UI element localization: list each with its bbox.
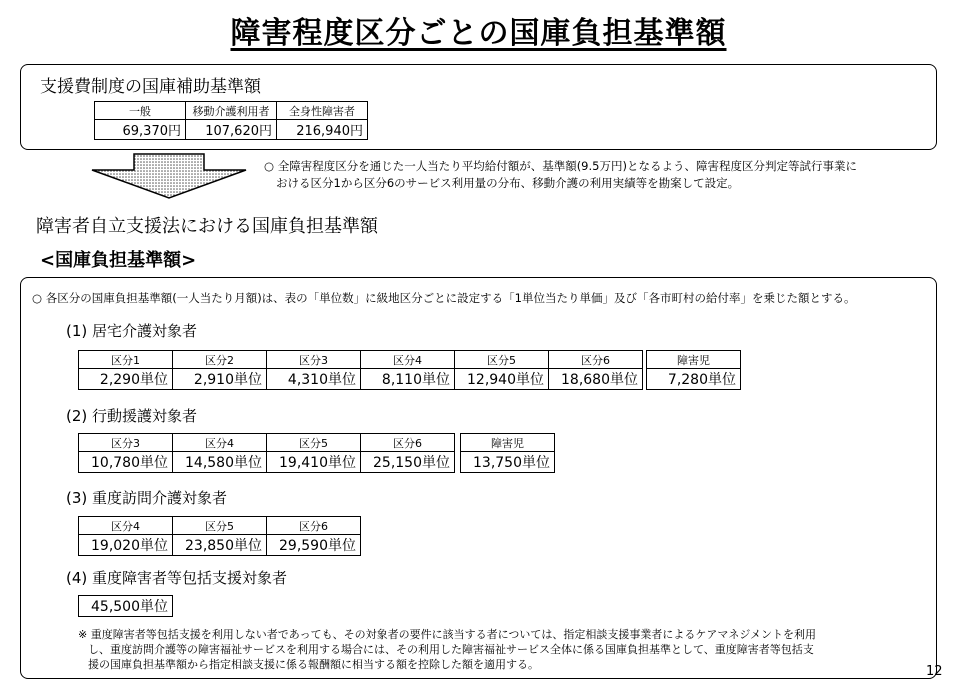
value-cell: 107,620円 <box>186 120 277 140</box>
table-header-row <box>79 351 643 369</box>
footnote-mark: ※ <box>78 628 88 641</box>
header-cell: 区分3 <box>267 351 361 369</box>
intro-line: 各区分の国庫負担基準額(一人当たり月額)は、表の「単位数」に級地区分ごとに設定する「1単位当たり単価」及び「各市町村の給付率」を乗じた額とする。 <box>45 291 856 305</box>
value-cell: 2,290単位 <box>79 369 173 390</box>
value-cell: 7,280単位 <box>647 369 741 390</box>
section-1-table <box>78 350 643 390</box>
page-number: 12 <box>926 664 943 679</box>
value-cell: 4,310単位 <box>267 369 361 390</box>
value-cell: 25,150単位 <box>361 452 455 473</box>
header-cell: 障害児 <box>461 434 555 452</box>
section-4-title: (4) 重度障害者等包括支援対象者 <box>66 569 288 587</box>
value-cell: 45,500単位 <box>79 596 173 617</box>
value-cell: 18,680単位 <box>549 369 643 390</box>
value-cell: 2,910単位 <box>173 369 267 390</box>
header-cell: 移動介護利用者 <box>186 102 277 120</box>
value-cell: 8,110単位 <box>361 369 455 390</box>
support-system-note <box>264 158 857 192</box>
note-line: おける区分1から区分6のサービス利用量の分布、移動介護の利用実績等を勘案して設定。 <box>276 176 740 190</box>
header-cell: 区分5 <box>173 517 267 535</box>
section-2-child-table <box>460 433 555 473</box>
header-cell: 区分3 <box>79 434 173 452</box>
table-header-row <box>79 517 361 535</box>
table-row <box>461 452 555 473</box>
table-header-row <box>95 102 368 120</box>
section-3-title: (3) 重度訪問介護対象者 <box>66 489 228 507</box>
header-cell: 区分4 <box>79 517 173 535</box>
subheading: <国庫負担基準額> <box>40 250 197 271</box>
header-cell: 区分6 <box>267 517 361 535</box>
footnote-line: 重度障害者等包括支援を利用しない者であっても、その対象者の要件に該当する者については、指定相談支援事業者によるケアマネジメントを利用 <box>90 628 817 641</box>
section-1-title: (1) 居宅介護対象者 <box>66 322 198 340</box>
header-cell: 区分4 <box>361 351 455 369</box>
value-cell: 216,940円 <box>277 120 368 140</box>
value-cell: 14,580単位 <box>173 452 267 473</box>
footnote-line: 援の国庫負担基準額から指定相談支援に係る報酬額に相当する額を控除した額を適用する。 <box>88 658 539 671</box>
table-header-row <box>647 351 741 369</box>
note-bullet: ○ <box>264 159 275 173</box>
note-line: 全障害程度区分を通じた一人当たり平均給付額が、基準額(9.5万円)となるよう、障害程度区分判定等試行事業に <box>277 159 857 173</box>
header-cell: 一般 <box>95 102 186 120</box>
value-cell: 12,940単位 <box>455 369 549 390</box>
intro-text <box>32 290 856 306</box>
section-4-table <box>78 595 173 617</box>
table-row <box>95 120 368 140</box>
value-cell: 13,750単位 <box>461 452 555 473</box>
header-cell: 区分4 <box>173 434 267 452</box>
value-cell: 19,410単位 <box>267 452 361 473</box>
header-cell: 区分5 <box>455 351 549 369</box>
table-header-row <box>79 434 455 452</box>
footnote-line: し、重度訪問介護等の障害福祉サービスを利用する場合には、その利用した障害福祉サービス全体に係る国庫負担基準として、重度障害者等包括支 <box>88 643 814 656</box>
header-cell: 区分5 <box>267 434 361 452</box>
value-cell: 69,370円 <box>95 120 186 140</box>
table-row <box>79 369 643 390</box>
header-cell: 障害児 <box>647 351 741 369</box>
support-system-heading: 支援費制度の国庫補助基準額 <box>40 77 261 97</box>
header-cell: 区分2 <box>173 351 267 369</box>
header-cell: 区分6 <box>361 434 455 452</box>
support-system-table <box>94 101 368 140</box>
intro-bullet: ○ <box>32 291 43 305</box>
header-cell: 全身性障害者 <box>277 102 368 120</box>
table-row <box>79 535 361 556</box>
section-2-table <box>78 433 455 473</box>
section-heading: 障害者自立支援法における国庫負担基準額 <box>36 216 378 237</box>
value-cell: 29,590単位 <box>267 535 361 556</box>
down-arrow-icon <box>86 152 251 202</box>
header-cell: 区分1 <box>79 351 173 369</box>
table-header-row <box>461 434 555 452</box>
section-2-title: (2) 行動援護対象者 <box>66 407 198 425</box>
table-row <box>79 596 173 617</box>
value-cell: 10,780単位 <box>79 452 173 473</box>
table-row <box>79 452 455 473</box>
table-row <box>647 369 741 390</box>
value-cell: 23,850単位 <box>173 535 267 556</box>
header-cell: 区分6 <box>549 351 643 369</box>
value-cell: 19,020単位 <box>79 535 173 556</box>
page-title: 障害程度区分ごとの国庫負担基準額 <box>230 16 727 51</box>
footnote <box>78 627 923 672</box>
section-1-child-table <box>646 350 741 390</box>
section-3-table <box>78 516 361 556</box>
